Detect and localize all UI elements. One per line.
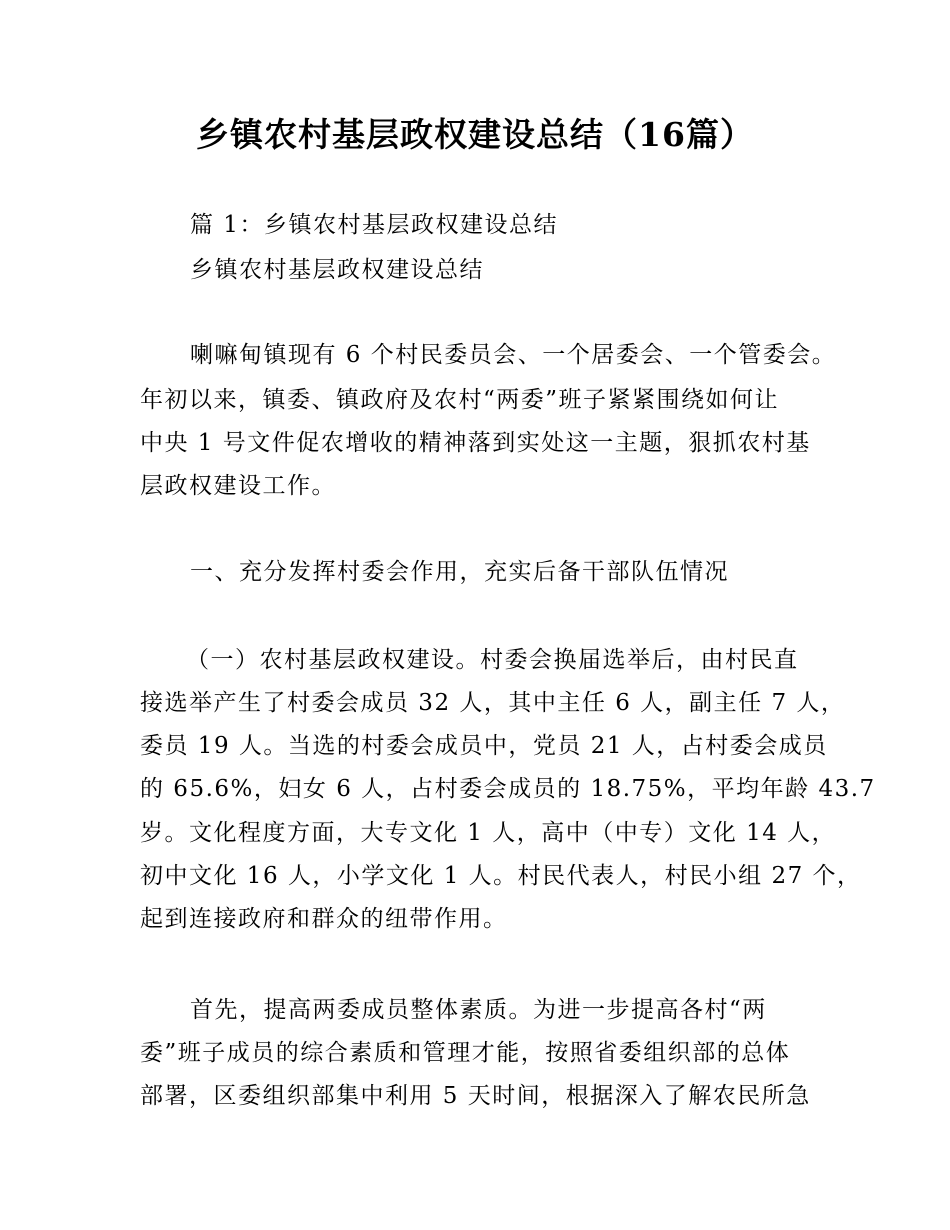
paragraph-1-line: 喇嘛甸镇现有 6 个村民委员会、一个居委会、一个管委会。 [190, 342, 837, 368]
paragraph-1-line: 年初以来，镇委、镇政府及农村“两委”班子紧紧围绕如何让 [140, 387, 780, 413]
paragraph-2-line: 岁。文化程度方面，大专文化 1 人，高中（中专）文化 14 人， [140, 820, 837, 846]
section-heading: 一、充分发挥村委会作用，充实后备干部队伍情况 [190, 559, 729, 585]
paragraph-3-line: 首先，提高两委成员整体素质。为进一步提高各村“两 [190, 997, 767, 1023]
paragraph-2-line: （一）农村基层政权建设。村委会换届选举后，由村民直 [186, 647, 799, 673]
paragraph-1-line: 层政权建设工作。 [140, 473, 336, 499]
paragraph-2-line: 起到连接政府和群众的纽带作用。 [140, 906, 508, 932]
paragraph-2-line: 接选举产生了村委会成员 32 人，其中主任 6 人，副主任 7 人， [140, 690, 846, 716]
paragraph-3-line: 部署，区委组织部集中利用 5 天时间，根据深入了解农民所急 [140, 1083, 811, 1109]
paragraph-1-line: 中央 1 号文件促农增收的精神落到实处这一主题，狠抓农村基 [140, 430, 811, 456]
paragraph-2-line: 初中文化 16 人，小学文化 1 人。村民代表人，村民小组 27 个， [140, 863, 862, 889]
paragraph-2-line: 的 65.6%，妇女 6 人，占村委会成员的 18.75%，平均年龄 43.7 [140, 776, 876, 802]
document-title: 乡镇农村基层政权建设总结（16篇） [196, 115, 754, 154]
chapter-subheading: 乡镇农村基层政权建设总结 [190, 257, 484, 283]
paragraph-3-line: 委”班子成员的综合素质和管理才能，按照省委组织部的总体 [140, 1040, 791, 1066]
paragraph-2-line: 委员 19 人。当选的村委会成员中，党员 21 人，占村委会成员 [140, 733, 828, 759]
chapter-heading: 篇 1：乡镇农村基层政权建设总结 [190, 212, 558, 238]
